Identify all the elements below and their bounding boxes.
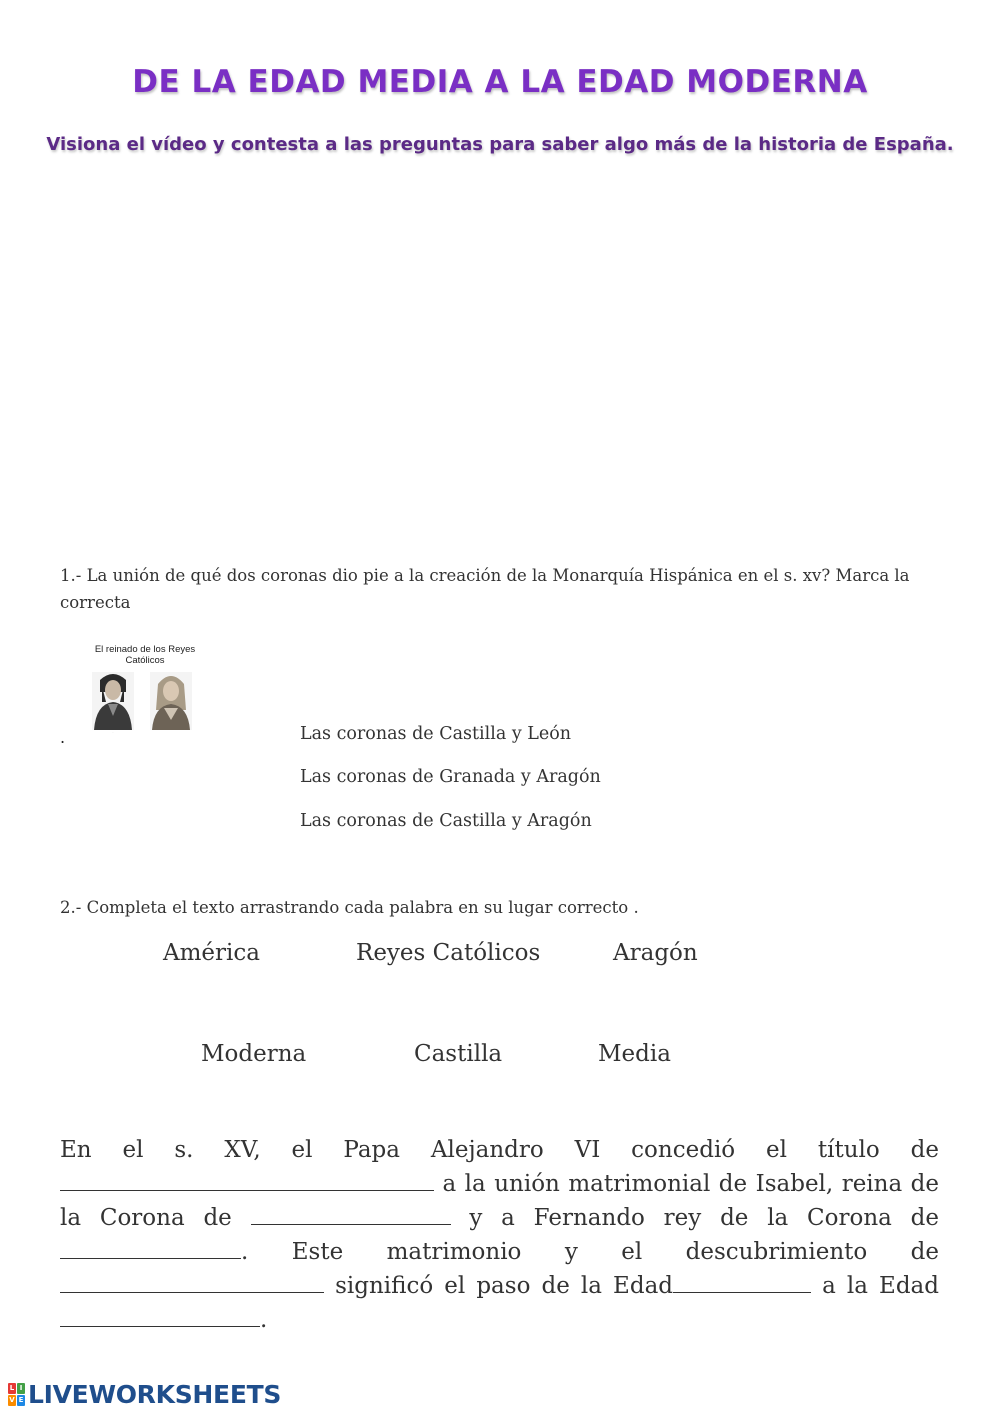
text-segment: . Este matrimonio y el descubrimiento de	[241, 1239, 939, 1265]
list-marker: .	[60, 728, 66, 747]
blank-descubrimiento[interactable]	[60, 1270, 324, 1293]
logo-tiles-icon	[8, 1383, 25, 1406]
option-granada-aragon[interactable]: Las coronas de Granada y Aragón	[300, 767, 601, 787]
page-title: DE LA EDAD MEDIA A LA EDAD MODERNA	[132, 64, 868, 100]
logo-tile: E	[18, 1396, 24, 1404]
question-1-prompt: 1.- La unión de qué dos coronas dio pie a la creación de la Monarquía Hispánica en el s. xv? Marca la correcta	[60, 566, 910, 612]
blank-corona-isabel[interactable]	[251, 1202, 451, 1225]
blank-edad-1[interactable]	[673, 1270, 811, 1293]
blank-titulo[interactable]	[60, 1168, 434, 1191]
drag-word-reyes-catolicos[interactable]: Reyes Católicos	[356, 940, 541, 966]
drag-word-media[interactable]: Media	[598, 1041, 671, 1067]
drag-word-moderna[interactable]: Moderna	[201, 1041, 307, 1067]
liveworksheets-logo	[8, 1380, 281, 1409]
text-segment: significó el paso de la Edad	[324, 1273, 674, 1299]
logo-tile: I	[17, 1383, 25, 1394]
text-segment: a la Edad	[811, 1273, 939, 1299]
logo-text: LIVEWORKSHEETS	[28, 1380, 282, 1409]
svg-text:·: ·	[112, 730, 114, 734]
text-segment: En el s. XV, el Papa Alejandro VI concedió el título de	[60, 1137, 939, 1163]
logo-tile: V	[9, 1396, 15, 1404]
blank-corona-fernando[interactable]	[60, 1236, 241, 1259]
portraits-illustration	[80, 666, 210, 734]
drag-word-america[interactable]: América	[163, 940, 260, 966]
image-caption: El reinado de los Reyes Católicos	[94, 644, 196, 666]
reyes-catolicos-image	[80, 640, 210, 735]
text-segment: a la unión matrimonial de Isabel, reina de la Corona de	[60, 1171, 939, 1231]
text-segment: y a Fernando rey de la Corona de	[450, 1205, 939, 1231]
isabel-portrait	[150, 672, 192, 730]
drag-word-castilla[interactable]: Castilla	[414, 1041, 503, 1067]
drag-word-aragon[interactable]: Aragón	[613, 940, 698, 966]
option-castilla-leon[interactable]: Las coronas de Castilla y León	[300, 724, 572, 744]
page-subtitle: Visiona el vídeo y contesta a las preguntas para saber algo más de la historia de España.	[46, 134, 954, 155]
logo-tile: L	[9, 1384, 15, 1392]
question-2-prompt: 2.- Completa el texto arrastrando cada palabra en su lugar correcto .	[60, 898, 639, 917]
text-segment: .	[260, 1307, 268, 1333]
fernando-portrait	[92, 672, 134, 730]
blank-edad-2[interactable]	[60, 1304, 260, 1327]
fill-in-paragraph	[60, 1133, 939, 1337]
option-castilla-aragon[interactable]: Las coronas de Castilla y Aragón	[300, 811, 592, 831]
